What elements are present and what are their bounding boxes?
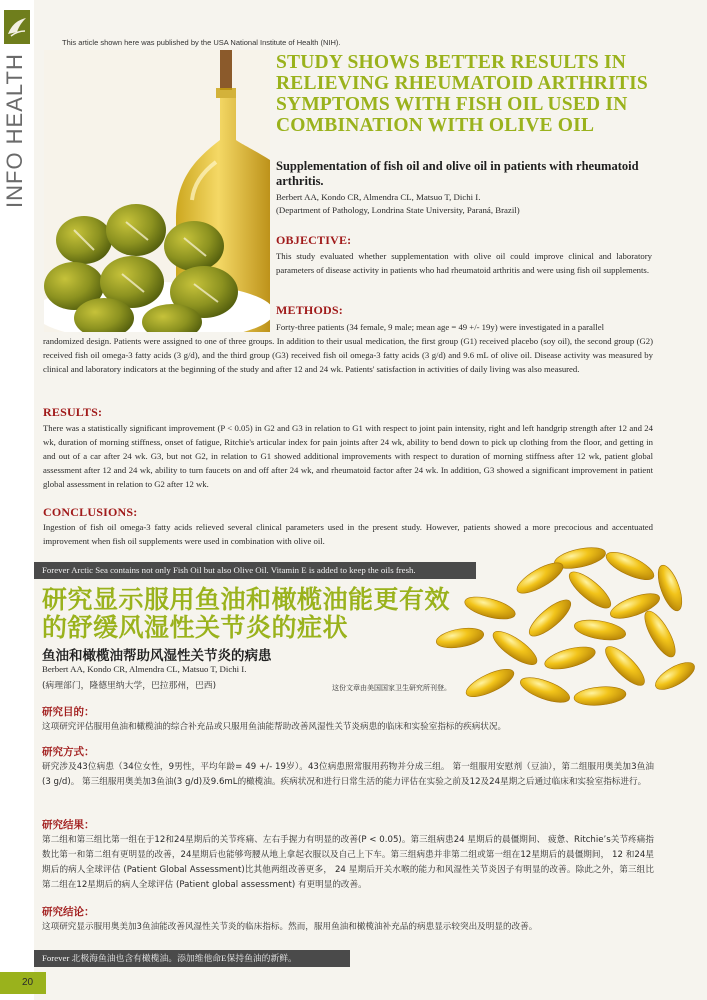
olive-oil-bottle-and-olives-image bbox=[44, 50, 270, 332]
product-banner-english: Forever Arctic Sea contains not only Fish Oil but also Olive Oil. Vitamin E is added to keep the oils fresh. bbox=[34, 562, 476, 579]
department-english: (Department of Pathology, Londrina State University, Paraná, Brazil) bbox=[276, 205, 520, 215]
article-subtitle-chinese: 鱼油和橄榄油帮助风湿性关节炎的病患 bbox=[42, 648, 272, 664]
authors-english: Berbert AA, Kondo CR, Almendra CL, Matsuo T, Dichi I. bbox=[276, 192, 481, 202]
article-title-english: STUDY SHOWS BETTER RESULTS IN RELIEVING RHEUMATOID ARTHRITIS SYMPTOMS WITH FISH OIL USED IN COMBINATION WITH OLIVE OIL bbox=[276, 52, 648, 136]
source-note-chinese: 这份文章由美国国家卫生研究所刊登。 bbox=[332, 684, 451, 692]
conclusions-heading: CONCLUSIONS: bbox=[43, 505, 138, 519]
article-title-chinese: 研究显示服用鱼油和橄榄油能更有效的舒缓风湿性关节炎的症状 bbox=[42, 585, 451, 642]
source-note: This article shown here was published by the USA National Institute of Health (NIH). bbox=[62, 38, 341, 47]
methods-text: randomized design. Patients were assigned to one of three groups. In addition to their usual medication, the first group (G1) received placebo (soy oil), the second group (G2) received fish oil omega-3 fatty acids (3 g/d), and the third group (G3) received fish oil omega-3 fatty acids (3 g/d) and 9.6 mL of olive oil. Disease activity was measured by clinical and laboratory indicators at the beginning of the study and after 12 and 24 wk. Patients' satisfaction in activities of daily living was also measured. bbox=[43, 336, 653, 374]
results-text-chinese: 第二组和第三组比第一组在于12和24星期后的关节疼痛、左右手握力有明显的改善(P < 0.05)。第三组病患24 星期后的晨僵期间、 疲惫、Ritchie’s关节疼痛指数比第一和第二组有更明显的改善，24星期后也能够弯腰从地上拿起衣服以及自己上下车。第三组病患并非第二组或第一组在12星期后的晨僵期间， 12 和24星期后的病人全球评估 (Patient Global Assessment)比其他两组改善更多， 24 星期后开关水喉的能力和风湿性关节炎因子有明显的改善。除此之外，第三组比第二组在12星期后的病人全球评估 (Patient global assessment) 有更明显的改善。 bbox=[42, 835, 654, 890]
article-subtitle-english: Supplementation of fish oil and olive oil in patients with rheumatoid arthritis. bbox=[276, 159, 639, 188]
product-banner-chinese: Forever 北极海鱼油也含有橄榄油。添加维他命E保持鱼油的新鲜。 bbox=[34, 950, 350, 967]
objective-text: This study evaluated whether supplementation with olive oil could improve clinical and laboratory parameters of disease activity in patients who had rheumatoid arthritis and were using fish oil supplements. bbox=[276, 251, 652, 275]
methods-text-first-line: Forty-three patients (34 female, 9 male; mean age = 49 +/- 19y) were investigated in a parallel bbox=[276, 322, 604, 332]
conclusions-text: Ingestion of fish oil omega-3 fatty acids relieved several clinical parameters used in the present study. However, patients showed a more precocious and accentuated improvement when fish oil supplements were used in combination with olive oil. bbox=[43, 522, 653, 546]
methods-heading-chinese: 研究方式： bbox=[42, 746, 95, 758]
conclusions-heading-chinese: 研究结论： bbox=[42, 906, 95, 918]
results-text: There was a statistically significant improvement (P < 0.05) in G2 and G3 in relation to G1 with respect to joint pain intensity, right and left handgrip strength after 12 and 24 wk, duration of morning stiffness, onset of fatigue, Ritchie's articular index for pain joints after 24 wk, ability to bend down to pick up clothing from the floor, and getting in and out of a car after 24 wk. G3, but not G2, in relation to G1 showed additional improvements with respect to duration of morning stiffness after 12 wk, patient global assessment after 12 and 24 wk, ability to turn faucets on and off after 24 wk, and rheumatoid factor after 24 wk. In addition, G3 showed a significant improvement in patient global assessment in relation to G2 after 12 wk. bbox=[43, 423, 653, 489]
objective-text-chinese: 这项研究评估服用鱼油和橄榄油的综合补充品或只服用鱼油能帮助改善风湿性关节炎病患的临床和实验室指标的疾病状况。 bbox=[42, 722, 507, 732]
objective-heading: OBJECTIVE: bbox=[276, 233, 352, 247]
section-label: INFO HEALTH bbox=[2, 53, 27, 208]
authors-chinese: Berbert AA, Kondo CR, Almendra CL, Matsuo T, Dichi I. bbox=[42, 664, 247, 674]
forever-living-logo-icon bbox=[4, 10, 30, 44]
methods-heading: METHODS: bbox=[276, 303, 343, 317]
objective-heading-chinese: 研究目的： bbox=[42, 706, 95, 718]
page-number: 20 bbox=[0, 972, 46, 994]
conclusions-text-chinese: 这项研究显示服用奥美加3鱼油能改善风湿性关节炎的临床指标。然而，服用鱼油和橄榄油补充品的病患显示较突出及明显的改善。 bbox=[42, 922, 538, 932]
results-heading-chinese: 研究结果： bbox=[42, 819, 95, 831]
results-heading: RESULTS: bbox=[43, 405, 103, 419]
department-chinese: (病理部门，隆德里纳大学，巴拉那州，巴西) bbox=[42, 681, 217, 691]
methods-text-chinese: 研究涉及43位病患（34位女性，9男性，平均年龄= 49 +/- 19岁）。43位病患照常服用药物并分成三组。 第一组服用安慰剂（豆油），第二组服用奥美加3鱼油(3 g/d)。 第三组服用奥美加3鱼油(3 g/d)及9.6mL的橄榄油。疾病状况和进行日常生活的能力评估在实验之前及12及24星期之后通过临床和实验室指标进行。 bbox=[42, 762, 654, 787]
side-bar bbox=[0, 0, 34, 1000]
